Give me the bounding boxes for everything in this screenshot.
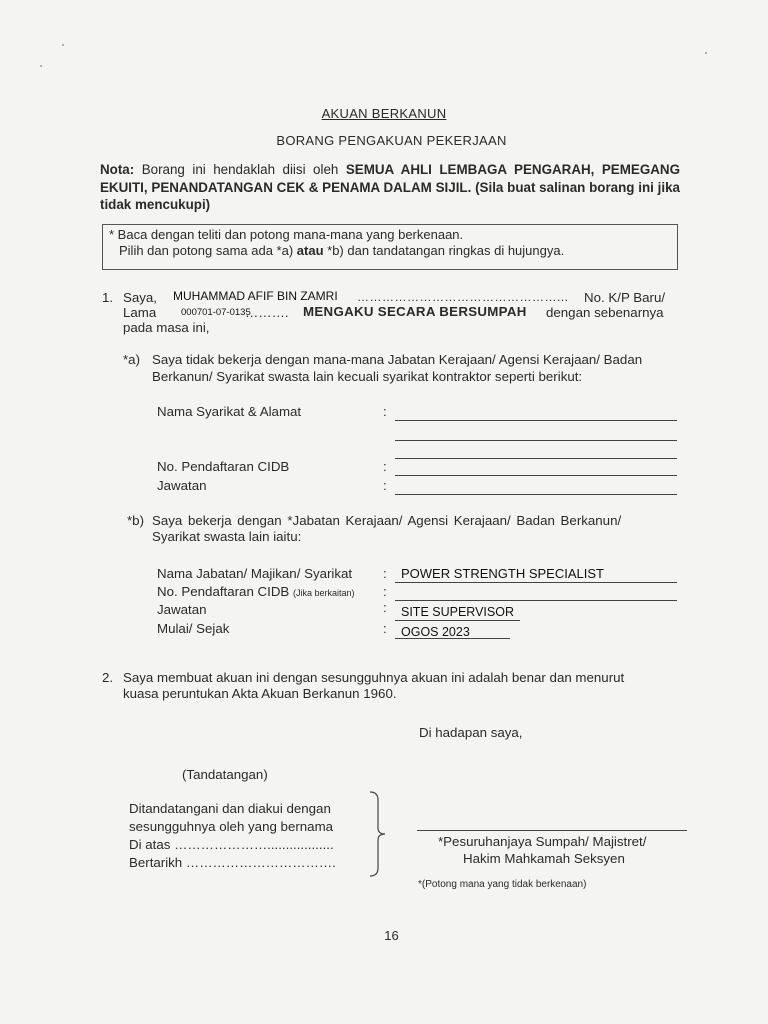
name-dots: …………………………………………... bbox=[357, 290, 569, 304]
jawatan-a-line[interactable] bbox=[395, 494, 677, 495]
nota-paragraph: Nota: Borang ini hendaklah diisi oleh SEMUA AHLI LEMBAGA PENGARAH, PEMEGANG EKUITI, PENANDATANGAN CEK & PENAMA DALAM SIJIL. (Sila buat salinan borang ini jika tidak mencukupi) bbox=[100, 162, 680, 212]
cidb-b-line[interactable] bbox=[395, 600, 677, 601]
scan-speck bbox=[40, 65, 42, 67]
field-cidb-a-label: No. Pendaftaran CIDB bbox=[157, 459, 290, 474]
potong-note: *(Potong mana yang tidak berkenaan) bbox=[418, 879, 587, 890]
field-nama-syarikat-label: Nama Syarikat & Alamat bbox=[157, 404, 302, 419]
colon: : bbox=[383, 459, 387, 474]
colon: : bbox=[383, 566, 387, 581]
colon: : bbox=[383, 404, 387, 419]
option-b-line2: Syarikat swasta lain iaitu: bbox=[152, 529, 302, 544]
pada-masa-text: pada masa ini, bbox=[123, 320, 210, 335]
colon: : bbox=[383, 600, 387, 615]
cidb-a-line[interactable] bbox=[395, 475, 677, 476]
option-b-label: *b) bbox=[127, 513, 144, 528]
value-mulai: OGOS 2023 bbox=[401, 625, 470, 639]
dengan-text: dengan sebenarnya bbox=[546, 305, 664, 320]
field-jawatan-a-label: Jawatan bbox=[157, 478, 207, 493]
jawatan-b-line[interactable] bbox=[395, 620, 520, 621]
colon: : bbox=[383, 478, 387, 493]
colon: : bbox=[383, 621, 387, 636]
instruction-box bbox=[102, 224, 678, 270]
option-b-line1: Saya bekerja dengan *Jabatan Kerajaan/ Agensi Kerajaan/ Badan Berkanun/ bbox=[152, 513, 622, 528]
section2-number: 2. bbox=[102, 670, 114, 685]
nama-jabatan-line[interactable] bbox=[395, 582, 677, 583]
field-cidb-b-label: No. Pendaftaran CIDB (Jika berkaitan) bbox=[157, 584, 355, 599]
scan-speck bbox=[62, 44, 64, 46]
field-jawatan-b-label: Jawatan bbox=[157, 602, 207, 617]
instruction-line-1: * Baca dengan teliti dan potong mana-mana yang berkenaan. bbox=[109, 227, 464, 242]
section2-line2: kuasa peruntukan Akta Akuan Berkanun 1960. bbox=[123, 686, 397, 701]
kp-baru-label: No. K/P Baru/ bbox=[584, 290, 666, 305]
nama-syarikat-line-2[interactable] bbox=[395, 440, 677, 441]
tandatangan-text: (Tandatangan) bbox=[182, 767, 268, 782]
lama-label: Lama bbox=[123, 305, 157, 320]
di-hadapan-text: Di hadapan saya, bbox=[419, 725, 523, 740]
option-a-line1: Saya tidak bekerja dengan mana-mana Jabatan Kerajaan/ Agensi Kerajaan/ Badan bbox=[152, 352, 643, 367]
section1-number: 1. bbox=[102, 290, 114, 305]
scan-speck bbox=[705, 52, 707, 54]
form-subtitle: BORANG PENGAKUAN PEKERJAAN bbox=[276, 133, 507, 148]
section2-line1: Saya membuat akuan ini dengan sesungguhnya akuan ini adalah benar dan menurut bbox=[123, 670, 625, 685]
value-nama-jabatan: POWER STRENGTH SPECIALIST bbox=[401, 566, 604, 581]
option-a-line2: Berkanun/ Syarikat swasta lain kecuali syarikat kontraktor seperti berikut: bbox=[152, 369, 583, 384]
ditandatangani-text: Ditandatangani dan diakui dengan bbox=[129, 801, 331, 816]
nama-syarikat-line-3[interactable] bbox=[395, 458, 677, 459]
ic-number: 000701-07-0135 bbox=[181, 307, 251, 318]
colon: : bbox=[383, 584, 387, 599]
section1-saya: Saya, bbox=[123, 290, 158, 305]
page-number: 16 bbox=[384, 928, 399, 943]
instruction-line-2: Pilih dan potong sama ada *a) atau *b) dan tandatangan ringkas di hujungya. bbox=[119, 243, 565, 258]
hakim-text: Hakim Mahkamah Seksyen bbox=[463, 851, 625, 866]
bertarikh-text: Bertarikh ……………………………. bbox=[129, 855, 336, 870]
field-nama-jabatan-label: Nama Jabatan/ Majikan/ Syarikat bbox=[157, 566, 353, 581]
ic-dots: ………. bbox=[245, 305, 289, 320]
declarant-name: MUHAMMAD AFIF BIN ZAMRI bbox=[173, 289, 338, 303]
value-jawatan: SITE SUPERVISOR bbox=[401, 605, 514, 619]
nama-syarikat-line-1[interactable] bbox=[395, 420, 677, 421]
pesuruhjaya-text: *Pesuruhanjaya Sumpah/ Majistret/ bbox=[438, 834, 647, 849]
option-a-label: *a) bbox=[123, 352, 140, 367]
sesungguhnya-text: sesungguhnya oleh yang bernama bbox=[129, 819, 334, 834]
form-title: AKUAN BERKANUN bbox=[321, 106, 447, 121]
field-mulai-label: Mulai/ Sejak bbox=[157, 621, 230, 636]
mulai-line[interactable] bbox=[395, 638, 510, 639]
mengaku-text: MENGAKU SECARA BERSUMPAH bbox=[303, 304, 527, 319]
brace-icon bbox=[368, 790, 388, 878]
di-atas-text: Di atas ………………….................. bbox=[129, 837, 334, 852]
commissioner-signature-line[interactable] bbox=[417, 830, 687, 831]
